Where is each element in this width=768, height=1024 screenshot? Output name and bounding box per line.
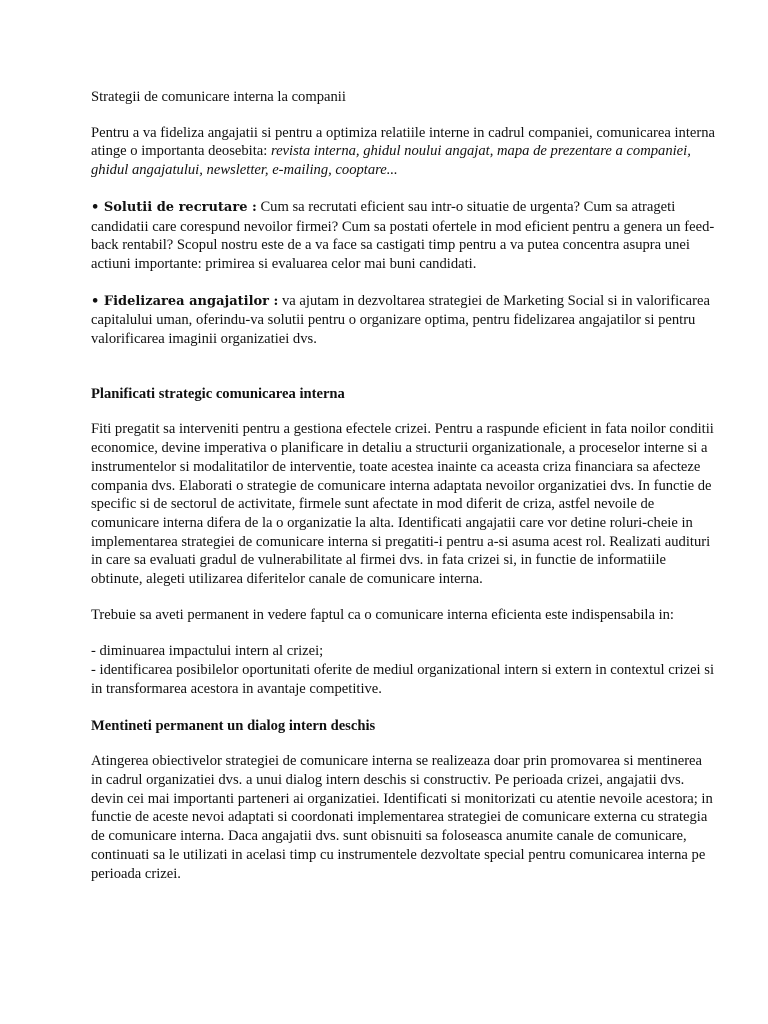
dialog-paragraph: Atingerea obiectivelor strategiei de comunicare interna se realizeaza doar prin promovarea si mentinerea in cadrul organizatiei dvs. a unui dialog intern deschis si constructiv. Pe perioada crizei, angajatii dvs. devin cei mai importanti parteneri ai organizatiei. Identificati si monitorizati cu atentie nevoile acestora; in functie de aceste nevoi adaptati si coordonati implementarea strategiei de comunicare externa cu strategia de comunicare interna. Daca angajatii dvs. sunt obisnuiti sa foloseasca anumite canale de comunicare, continuati sa le utilizati in acelasi timp cu instrumentele dezvoltate special pentru comunicarea interna pe perioada crizei. [91,753,713,882]
list-item: - identificarea posibilelor oportunitati oferite de mediul organizational intern si extern in contextul crizei si in transformarea acestora in avantaje competitive. [91,662,714,697]
solutii-recrutare-paragraph [91,198,716,274]
section-heading-planificati: Planificati strategic comunicarea interna [91,385,345,402]
intro-paragraph [91,124,716,180]
fidelizarea-angajatilor-label: • Fidelizarea angajatilor : [91,293,279,309]
crisis-planning-paragraph: Fiti pregatit sa interveniti pentru a gestiona efectele crizei. Pentru a raspunde eficient in fata noilor conditii economice, devine imperativa o planificare in detaliu a structurii organizationale, a proceselor interne si a instrumentelor si modalitatilor de interventie, toate acestea inainte ca aceasta criza financiara sa afecteze compania dvs. Elaborati o strategie de comunicare interna adaptata nevoilor organizatiei dvs. In functie de specific si de sectorul de activitate, firmele sunt afectate in mod diferit de criza, astfel nevoile de comunicare interna difera de la o organizatie la alta. Identificati angajatii care vor detine roluri-cheie in implementarea strategiei de comunicare interna si pregatiti-i pentru a-si asuma acest rol. Realizati audituri in care sa evaluati gradul de vulnerabilitate al firmei dvs. in fata crizei si, in functie de informatiile obtinute, alegeti utilizarea diferitelor canale de comunicare interna. [91,421,714,588]
solutii-recrutare-text: Cum sa recrutati eficient sau intr-o situatie de urgenta? Cum sa atrageti candidatii care corespund nevoilor firmei? Cum sa postati ofertele in mod eficient pentru a genera un feed-back rentabil? Scopul nostru este de a va face sa castigati timp pentru a va putea concentra asupra unei actiuni importante: primirea si evaluarea celor mai buni candidati. [91,198,715,272]
list-item: - diminuarea impactului intern al crizei; [91,643,324,660]
indispensable-intro-paragraph: Trebuie sa aveti permanent in vedere faptul ca o comunicare interna eficienta este indispensabila in: [91,606,674,623]
section-heading-mentineti: Mentineti permanent un dialog intern deschis [91,717,376,734]
intro-text: Pentru a va fideliza angajatii si pentru a optimiza relatiile interne in cadrul companiei, comunicarea interna atinge o importanta deosebita: [91,124,716,160]
fidelizarea-angajatilor-text: va ajutam in dezvoltarea strategiei de Marketing Social si in valorificarea capitalului uman, oferindu-va solutii pentru o organizare optima, pentru fidelizarea angajatilor si pentru valorificarea imaginii organizatiei dvs. [91,292,710,348]
fidelizarea-angajatilor-paragraph [91,292,716,349]
document-page [91,88,716,883]
document-title: Strategii de comunicare interna la companii [91,89,346,105]
benefits-list [91,642,716,698]
intro-italic-list: revista interna, ghidul noului angajat, mapa de prezentare a companiei, ghidul angajatului, newsletter, e-mailing, cooptare... [91,143,691,179]
solutii-recrutare-label: • Solutii de recrutare : [91,199,257,215]
